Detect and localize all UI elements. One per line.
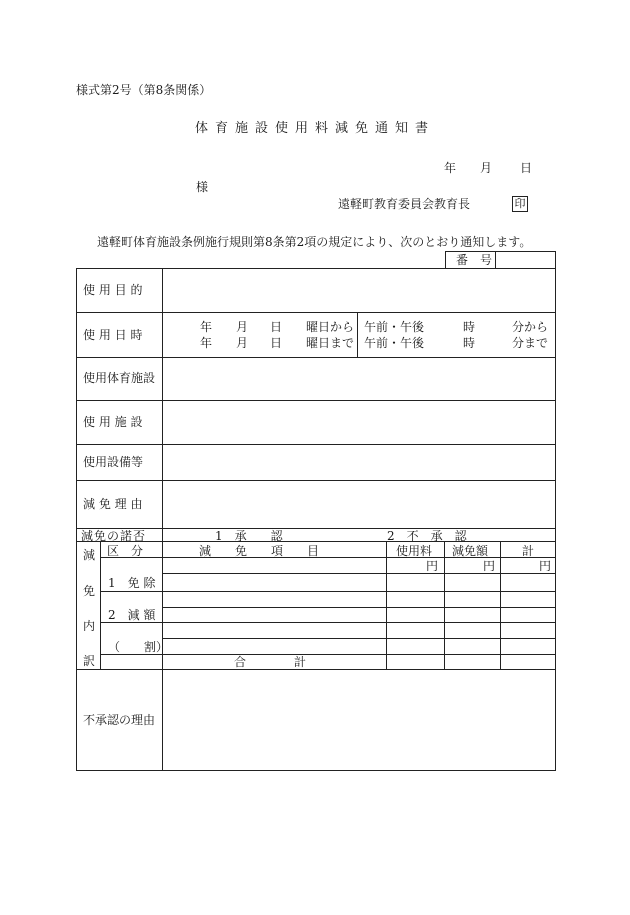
- issuer-name: 遠軽町教育委員会教育長: [338, 197, 471, 211]
- reduction-header: 減免額: [452, 544, 489, 558]
- decision-disapprove: 2 不 承 認: [387, 529, 467, 543]
- facility-group-label: 使用体育施設: [83, 371, 156, 385]
- row-line: [76, 400, 556, 401]
- from-weekday: 曜日から: [306, 320, 355, 334]
- facility-label: 使 用 施 設: [83, 415, 143, 429]
- table-left-border: [76, 268, 77, 771]
- to-day: 日: [270, 336, 283, 350]
- equipment-label: 使用設備等: [83, 455, 144, 469]
- table-bottom-border: [76, 770, 556, 771]
- side-label-line: [100, 541, 101, 669]
- fee-column-line: [386, 541, 387, 669]
- form-table: [76, 251, 556, 771]
- preamble-text: 遠軽町体育施設条例施行規則第8条第2項の規定により、次のとおり通知します。: [97, 235, 532, 249]
- total-currency: 円: [539, 559, 552, 573]
- row-line: [76, 541, 556, 542]
- to-hour: 時: [463, 336, 476, 350]
- from-year: 年: [200, 320, 213, 334]
- reduction-currency: 円: [483, 559, 496, 573]
- page-title: 体育施設使用料減免通知書: [194, 121, 435, 136]
- datetime-label: 使 用 日 時: [83, 328, 143, 342]
- from-ampm: 午前・午後: [364, 320, 425, 334]
- row-line: [100, 622, 556, 623]
- reduction-column-line: [444, 541, 445, 669]
- fee-header: 使用料: [396, 544, 433, 558]
- total-column-line: [500, 541, 501, 669]
- from-month: 月: [236, 320, 249, 334]
- decision-approve: 1 承 認: [215, 529, 283, 543]
- row-line: [76, 357, 556, 358]
- row-line: [100, 654, 556, 655]
- item-header: 減 免 項 目: [199, 544, 320, 558]
- number-box-divider: [445, 251, 446, 268]
- table-right-border: [555, 251, 556, 771]
- category-exemption: 1 免 除: [108, 576, 156, 590]
- fee-currency: 円: [426, 559, 439, 573]
- datetime-divider: [357, 312, 358, 357]
- addressee-suffix: 様: [196, 180, 209, 194]
- from-day: 日: [270, 320, 283, 334]
- date-year: 年: [444, 161, 457, 175]
- category-percent: （ 割）: [108, 640, 169, 654]
- seal-mark: 印: [512, 196, 528, 212]
- to-minute: 分まで: [512, 336, 549, 350]
- to-weekday: 曜日まで: [306, 336, 355, 350]
- row-line: [162, 573, 556, 574]
- row-line: [76, 528, 556, 529]
- from-hour: 時: [463, 320, 476, 334]
- table-top-border: [76, 268, 556, 269]
- side-label-char: 訳: [83, 654, 96, 668]
- decision-label: 減免の諾否: [81, 529, 147, 543]
- sum-label: 合 計: [234, 655, 307, 669]
- row-line: [76, 444, 556, 445]
- to-ampm: 午前・午後: [364, 336, 425, 350]
- number-label: 番 号: [456, 253, 493, 267]
- row-line: [76, 669, 556, 670]
- issue-date: [444, 162, 532, 174]
- form-code: 様式第2号（第8条関係）: [76, 83, 212, 97]
- from-minute: 分から: [512, 320, 549, 334]
- date-month: 月: [480, 161, 493, 175]
- total-header: 計: [522, 544, 535, 558]
- to-month: 月: [236, 336, 249, 350]
- row-line: [100, 591, 556, 592]
- label-column-line: [162, 268, 163, 541]
- row-line: [76, 480, 556, 481]
- number-box-top: [445, 251, 556, 252]
- row-line: [76, 312, 556, 313]
- row-line: [162, 607, 556, 608]
- category-header: 区 分: [107, 544, 144, 558]
- disapproval-reason-label: 不承認の理由: [83, 713, 156, 727]
- reason-column-line: [162, 669, 163, 770]
- reason-label: 減 免 理 由: [83, 497, 143, 511]
- to-year: 年: [200, 336, 213, 350]
- side-label-char: 内: [83, 619, 96, 633]
- date-day: 日: [520, 161, 533, 175]
- number-box-divider: [495, 251, 496, 268]
- side-label-char: 免: [83, 584, 96, 598]
- purpose-label: 使 用 目 的: [83, 283, 143, 297]
- category-reduction: 2 減 額: [108, 608, 156, 622]
- side-label-char: 減: [83, 548, 96, 562]
- row-line: [162, 638, 556, 639]
